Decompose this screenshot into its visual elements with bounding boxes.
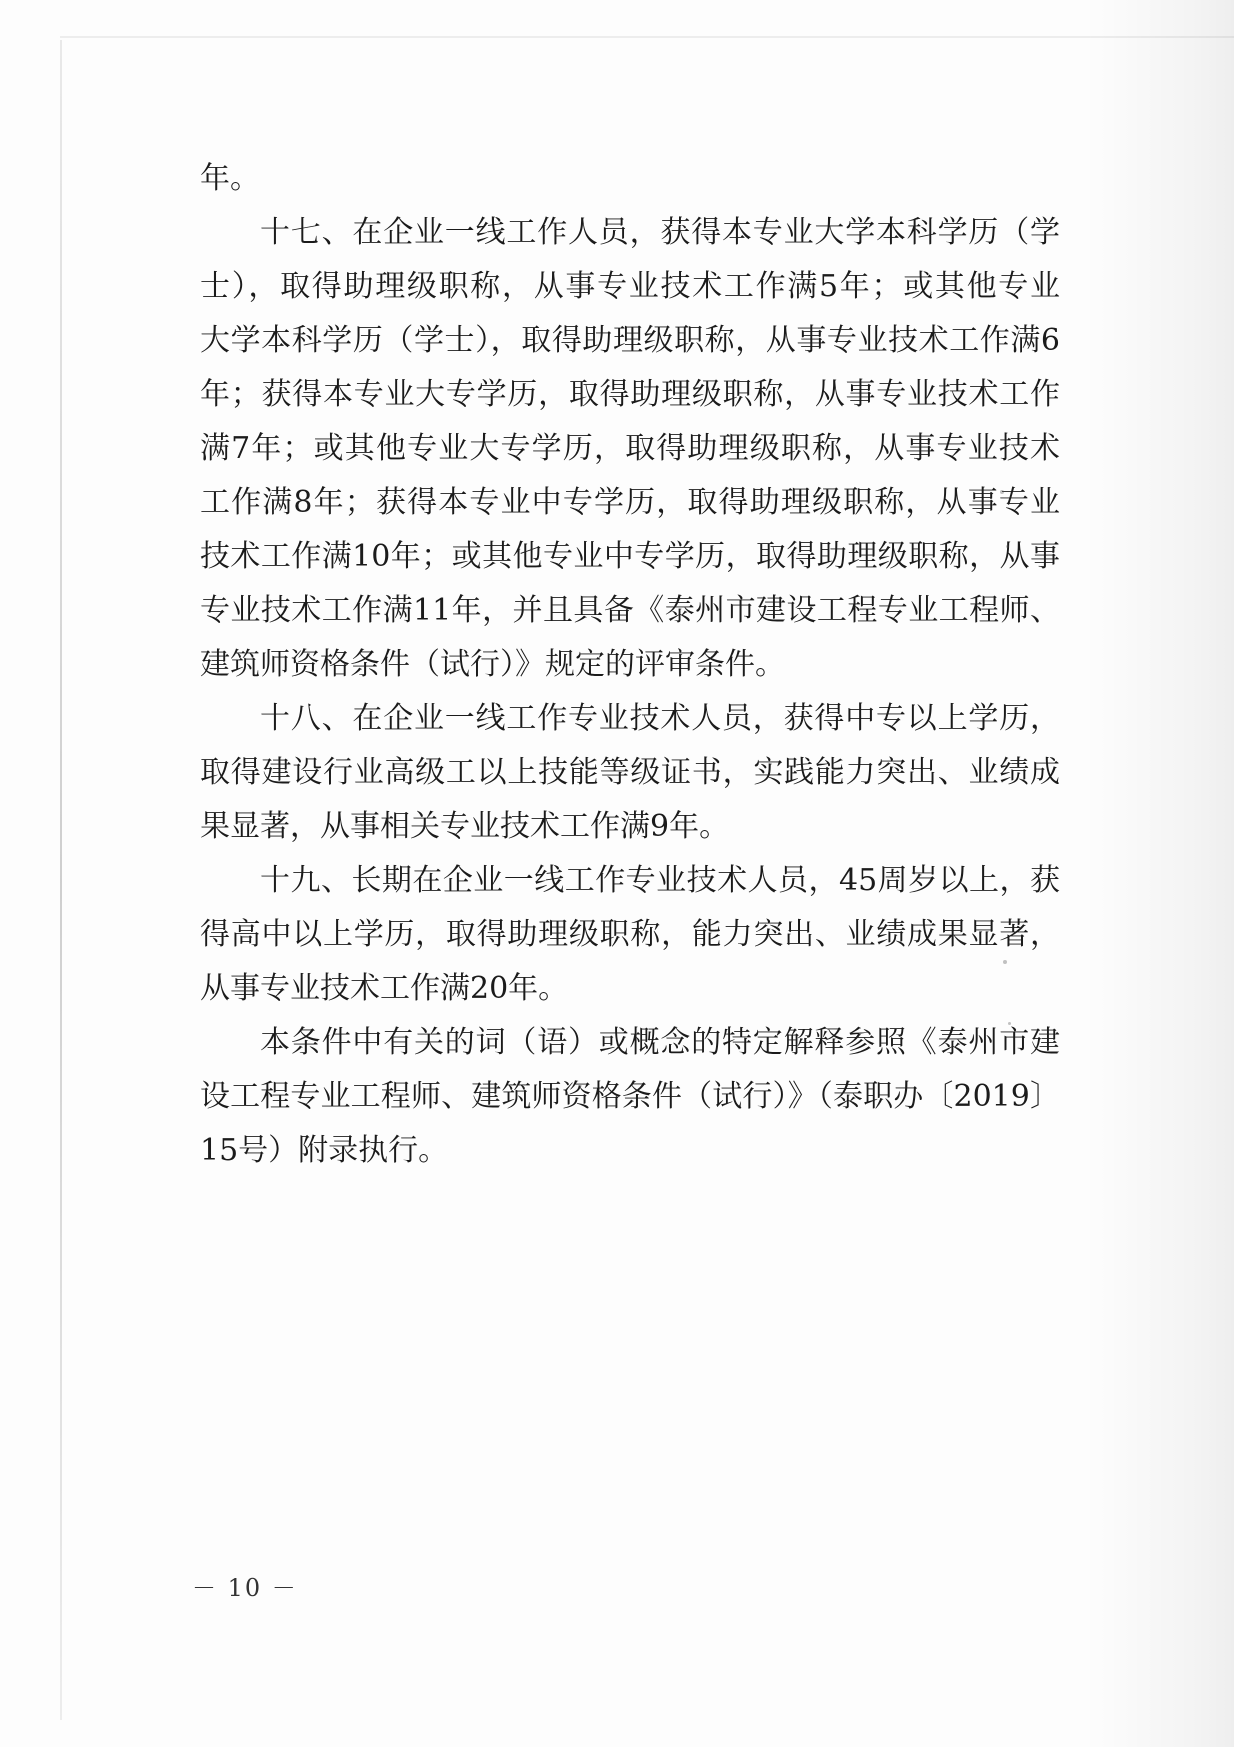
scan-speck: [1008, 1022, 1011, 1025]
scan-top-edge: [60, 36, 1234, 38]
text-line: 从事专业技术工作满20年。: [200, 971, 569, 1006]
document-body: [200, 152, 1060, 1178]
text-line: 得高中以上学历，取得助理级职称，能力突出、业绩成果显著，: [200, 917, 1060, 952]
text-line: 专业技术工作满11年，并且具备《泰州市建设工程专业工程师、: [200, 593, 1060, 628]
text-line: 本条件中有关的词（语）或概念的特定解释参照《泰州市建: [260, 1025, 1060, 1060]
page-number: － 10 －: [192, 1574, 298, 1602]
scan-speck: [1006, 545, 1009, 548]
text-line: 技术工作满10年；或其他专业中专学历，取得助理级职称，从事: [200, 539, 1060, 574]
text-line: 取得建设行业高级工以上技能等级证书，实践能力突出、业绩成: [200, 755, 1060, 790]
text-line: 设工程专业工程师、建筑师资格条件（试行）》（泰职办〔2019〕: [200, 1079, 1060, 1114]
scan-speck: [1000, 490, 1004, 494]
scan-speck: [1003, 960, 1007, 964]
text-line: 十九、长期在企业一线工作专业技术人员，45周岁以上，获: [260, 863, 1060, 898]
text-line: 满7年；或其他专业大专学历，取得助理级职称，从事专业技术: [200, 431, 1060, 466]
text-line: 大学本科学历（学士），取得助理级职称，从事专业技术工作满6: [200, 323, 1060, 358]
scan-shadow: [1084, 0, 1234, 1747]
text-line: 年；获得本专业大专学历，取得助理级职称，从事专业技术工作: [200, 377, 1060, 412]
text-line: 果显著，从事相关专业技术工作满9年。: [200, 809, 730, 844]
text-line: 年。: [200, 161, 260, 196]
text-line: 十七、在企业一线工作人员，获得本专业大学本科学历（学: [260, 215, 1060, 250]
text-line: 15号）附录执行。: [200, 1133, 449, 1168]
text-line: 士），取得助理级职称，从事专业技术工作满5年；或其他专业: [200, 269, 1060, 304]
text-line: 工作满8年；获得本专业中专学历，取得助理级职称，从事专业: [200, 485, 1060, 520]
scan-binding-edge: [60, 40, 62, 1720]
text-line: 建筑师资格条件（试行）》规定的评审条件。: [200, 647, 785, 682]
text-line: 十八、在企业一线工作专业技术人员，获得中专以上学历，: [260, 701, 1060, 736]
